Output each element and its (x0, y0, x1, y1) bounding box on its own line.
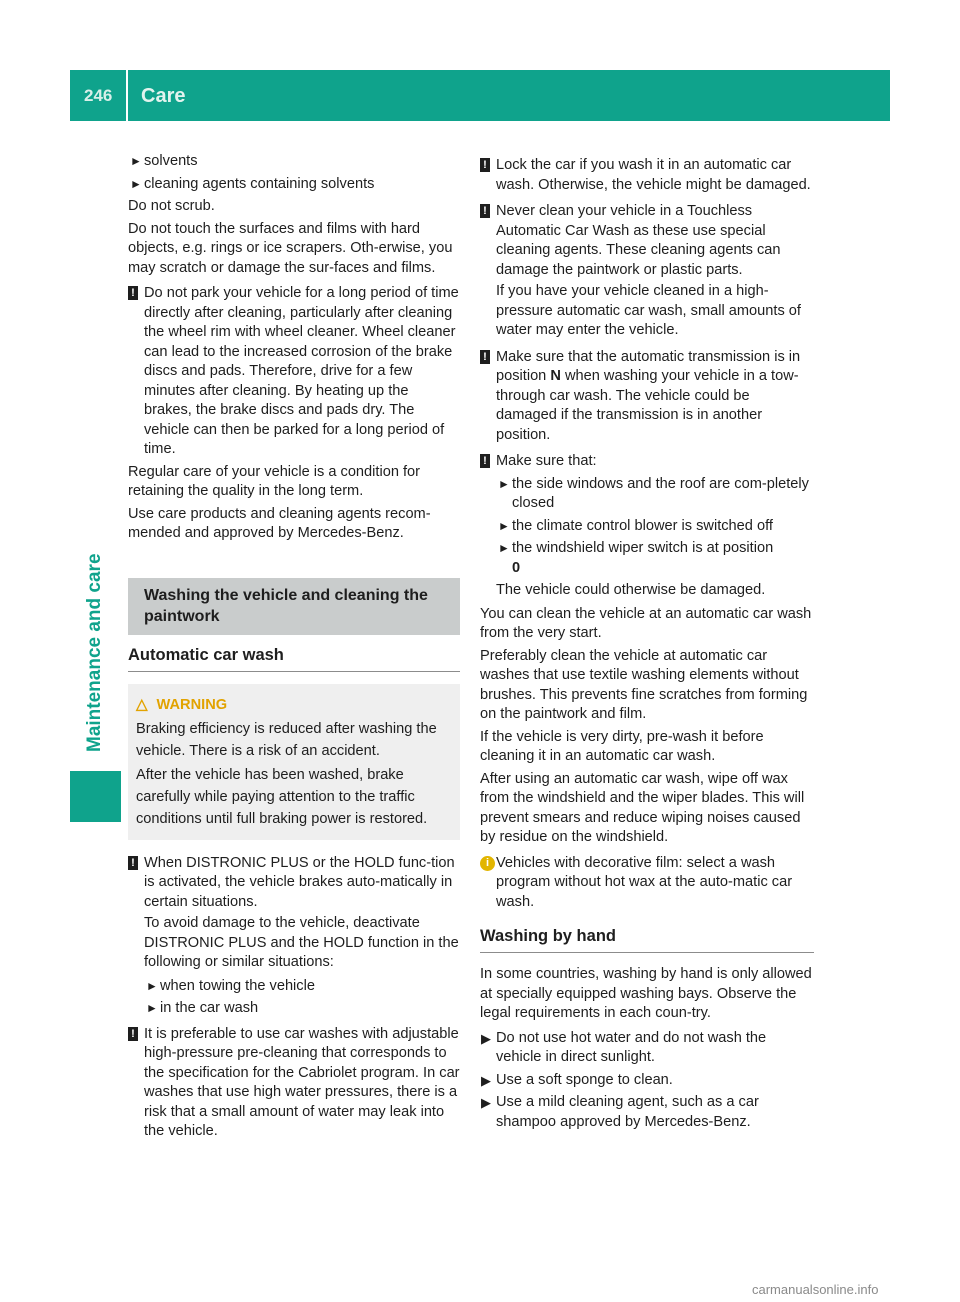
section-title: Care (141, 85, 186, 107)
list-item: ► cleaning agents containing solvents (128, 175, 460, 195)
caution-icon: ! (480, 454, 490, 468)
list-item: ► the climate control blower is switched off (496, 517, 814, 537)
section-heading: Washing the vehicle and cleaning the paintwork (128, 578, 460, 635)
gear-position: N (550, 368, 561, 384)
list-item: ► the windshield wiper switch is at position 0 (498, 540, 774, 576)
bullet-icon: ► (146, 1001, 158, 1015)
warning-title: △ WARNING (136, 694, 448, 716)
paragraph: You can clean the vehicle at an automatic car wash from the very start. (480, 605, 812, 641)
right-column (480, 156, 814, 1135)
step-arrow-icon: ▶ (481, 1030, 491, 1046)
step-arrow-icon: ▶ (481, 1072, 491, 1088)
paragraph: In some countries, washing by hand is only allowed at specially equipped washing bays. Observe the legal requirements in each coun-try. (480, 966, 812, 1021)
bullet-icon: ► (130, 176, 142, 191)
side-chapter-tab (70, 771, 121, 822)
bullet-icon: ► (146, 978, 158, 993)
bullet-icon: ► (498, 476, 510, 491)
paragraph: Do not scrub. (128, 198, 215, 214)
instruction-step: ▶ Use a mild cleaning agent, such as a car shampoo approved by Mercedes-Benz. (481, 1094, 759, 1130)
paragraph: Use care products and cleaning agents recom-mended and approved by Mercedes-Benz. (128, 505, 431, 541)
paragraph: After using an automatic car wash, wipe off wax from the windshield and the wiper blades. This will prevent smears and reduce wiping noises caused by residue on the windshield. (480, 770, 805, 845)
caution-icon: ! (480, 350, 490, 364)
caution-note: ! Do not park your vehicle for a long period of time directly after cleaning, particularly after cleaning the wheel rim with wheel cleaner. Wheel cleaner can lead to the increased corrosion of the brake discs and pads. Therefore, drive for a few minutes after cleaning. By heating up the brakes, the brake discs and pads dry. The vehicle can then be parked for a long period of time. (128, 284, 460, 460)
note-text: The vehicle could otherwise be damaged. (496, 582, 766, 598)
bullet-icon: ► (130, 154, 142, 168)
bullet-icon: ► (498, 518, 510, 533)
watermark-footer: carmanualsonline.info (752, 1282, 879, 1297)
note-text: If you have your vehicle cleaned in a high-pressure automatic car wash, small amounts of water may enter the vehicle. (496, 283, 801, 338)
warning-triangle-icon: △ (136, 695, 148, 713)
caution-icon: ! (480, 204, 490, 218)
list-item: ► the side windows and the roof are com-pletely closed (498, 475, 809, 511)
paragraph: Preferably clean the vehicle at automatic car washes that use textile washing elements without brushes. This prevents fine scratches from forming on the paintwork and film. (480, 647, 808, 722)
subsection-heading: Washing by hand (480, 926, 814, 953)
caution-icon: ! (128, 1027, 138, 1041)
paragraph: If the vehicle is very dirty, pre-wash it before cleaning it in an automatic car wash. (480, 728, 764, 764)
header-divider (126, 70, 128, 121)
paragraph: Do not touch the surfaces and films with hard objects, e.g. rings or ice scrapers. Oth-erwise, you may scratch or damage the sur-faces and films. (128, 220, 453, 276)
caution-icon: ! (480, 158, 490, 172)
page-number: 246 (84, 86, 113, 105)
note-text: To avoid damage to the vehicle, deactivate DISTRONIC PLUS and the HOLD function in the following or similar situations: (144, 915, 459, 970)
instruction-step: ▶ Use a soft sponge to clean. (480, 1071, 814, 1091)
info-icon: i (480, 856, 495, 871)
warning-text: Braking efficiency is reduced after washing the vehicle. There is a risk of an accident. (136, 720, 437, 759)
subsection-heading: Automatic car wash (128, 645, 460, 672)
caution-note: ! It is preferable to use car washes with adjustable high-pressure pre-cleaning that corresponds to the specification for the Cabriolet program. In car washes that use high water pressures, there is a risk that a small amount of water may leak into the vehicle. (128, 1025, 460, 1142)
caution-note: ! Lock the car if you wash it in an automatic car wash. Otherwise, the vehicle might be damaged. (480, 156, 814, 195)
list-item: ► in the car wash (144, 999, 460, 1019)
warning-box (128, 684, 460, 840)
header-bar (70, 70, 890, 121)
bullet-icon: ► (498, 541, 510, 555)
side-chapter-label: Maintenance and care (84, 553, 105, 752)
left-column (128, 152, 460, 1145)
caution-icon: ! (128, 286, 138, 300)
list-item: ► solvents (128, 152, 460, 172)
caution-note: ! Never clean your vehicle in a Touchless Automatic Car Wash as these use special cleaning agents. These cleaning agents can damage the paintwork or plastic parts. If you have your vehicle cleaned in a high-pressure automatic car wash, small amounts of water may enter the vehicle. (480, 202, 814, 341)
warning-text: After the vehicle has been washed, brake carefully while paying attention to the traffic conditions until full braking power is restored. (136, 766, 428, 827)
caution-note: ! Make sure that the automatic transmission is in position N when washing your vehicle in a tow-through car wash. The vehicle could be damaged if the transmission is in another position. (480, 348, 814, 446)
caution-note: ! When DISTRONIC PLUS or the HOLD func-tion is activated, the vehicle brakes auto-matically in certain situations. To avoid damage to the vehicle, deactivate DISTRONIC PLUS and the HOLD function in the following or similar situations: ► when towing the vehicle ► in the car wash (128, 854, 460, 1019)
info-note: i Vehicles with decorative film: select a wash program without hot wax at the auto-matic car wash. (480, 854, 814, 913)
caution-note: ! Make sure that: ► the side windows and the roof are com-pletely closed ► the climate control blower is switched off ► the windshield wiper switch is at position 0 The vehicle could otherwise be damaged. (480, 452, 814, 601)
switch-position: 0 (512, 559, 521, 576)
step-arrow-icon: ▶ (481, 1095, 491, 1110)
instruction-step: ▶ Do not use hot water and do not wash the vehicle in direct sunlight. (481, 1029, 767, 1065)
paragraph: Regular care of your vehicle is a condition for retaining the quality in the long term. (128, 463, 421, 499)
caution-icon: ! (128, 856, 138, 870)
list-item: ► when towing the vehicle (144, 977, 460, 997)
